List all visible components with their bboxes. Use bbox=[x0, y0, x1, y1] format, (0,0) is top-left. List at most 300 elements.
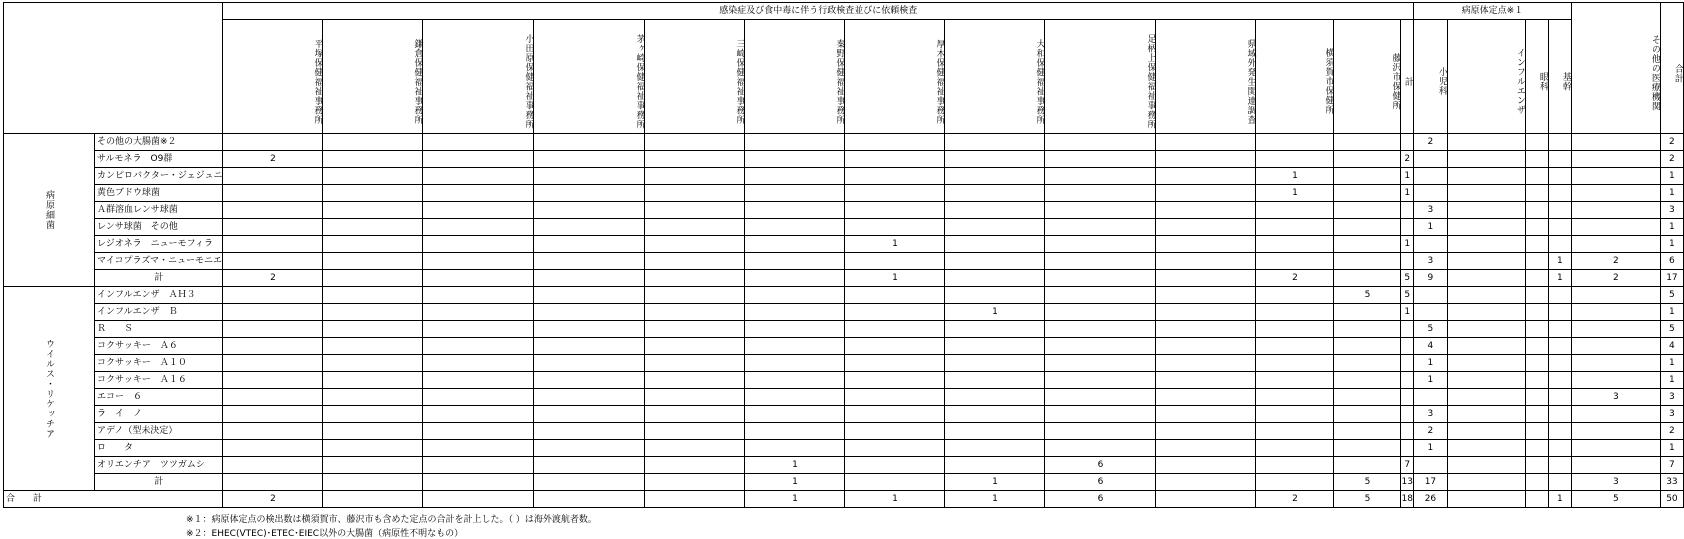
value-cell bbox=[423, 474, 534, 491]
value-cell bbox=[1525, 474, 1548, 491]
value-cell: 1 bbox=[1660, 304, 1683, 321]
value-cell: 2 bbox=[1660, 423, 1683, 440]
value-cell bbox=[1525, 236, 1548, 253]
value-cell bbox=[1156, 270, 1256, 287]
value-cell bbox=[1401, 389, 1413, 406]
value-cell bbox=[1256, 389, 1334, 406]
value-cell bbox=[1571, 219, 1660, 236]
value-cell bbox=[945, 321, 1045, 338]
value-cell bbox=[845, 185, 945, 202]
value-cell bbox=[1156, 185, 1256, 202]
value-cell bbox=[1156, 287, 1256, 304]
value-cell bbox=[1525, 270, 1548, 287]
value-cell bbox=[323, 304, 423, 321]
value-cell bbox=[945, 134, 1045, 151]
value-cell bbox=[1334, 168, 1401, 185]
value-cell bbox=[423, 168, 534, 185]
value-cell bbox=[423, 253, 534, 270]
value-cell bbox=[1256, 457, 1334, 474]
value-cell bbox=[1334, 321, 1401, 338]
header-blank-cell bbox=[4, 3, 223, 134]
value-cell bbox=[1045, 270, 1156, 287]
value-cell bbox=[1525, 372, 1548, 389]
value-cell bbox=[645, 440, 745, 457]
value-cell bbox=[1548, 185, 1571, 202]
value-cell bbox=[945, 270, 1045, 287]
value-cell bbox=[1525, 253, 1548, 270]
value-cell bbox=[745, 372, 845, 389]
value-cell bbox=[423, 423, 534, 440]
value-cell bbox=[423, 406, 534, 423]
value-cell bbox=[1045, 202, 1156, 219]
value-cell: 1 bbox=[1413, 372, 1447, 389]
value-cell bbox=[323, 219, 423, 236]
value-cell bbox=[1334, 389, 1401, 406]
value-cell bbox=[1571, 457, 1660, 474]
value-cell bbox=[1256, 202, 1334, 219]
pathogen-name: ロ タ bbox=[95, 440, 223, 457]
section-total-row bbox=[4, 474, 1684, 491]
value-cell bbox=[1334, 151, 1401, 168]
value-cell bbox=[1447, 372, 1525, 389]
table-row bbox=[4, 457, 1684, 474]
value-cell bbox=[845, 406, 945, 423]
value-cell bbox=[423, 185, 534, 202]
value-cell: 1 bbox=[1413, 219, 1447, 236]
value-cell bbox=[423, 389, 534, 406]
value-cell bbox=[323, 338, 423, 355]
value-cell bbox=[423, 338, 534, 355]
value-cell bbox=[1447, 219, 1525, 236]
value-cell: 5 bbox=[1413, 321, 1447, 338]
value-cell: 3 bbox=[1571, 389, 1660, 406]
value-cell bbox=[845, 389, 945, 406]
value-cell bbox=[845, 304, 945, 321]
value-cell bbox=[323, 372, 423, 389]
value-cell bbox=[945, 406, 1045, 423]
value-cell bbox=[1256, 236, 1334, 253]
value-cell bbox=[1525, 134, 1548, 151]
value-cell bbox=[1525, 440, 1548, 457]
value-cell: 2 bbox=[1413, 134, 1447, 151]
value-cell bbox=[1334, 185, 1401, 202]
value-cell: 4 bbox=[1660, 338, 1683, 355]
value-cell bbox=[1156, 134, 1256, 151]
value-cell bbox=[1156, 474, 1256, 491]
value-cell bbox=[1156, 219, 1256, 236]
value-cell: 1 bbox=[1660, 355, 1683, 372]
value-cell bbox=[645, 185, 745, 202]
value-cell bbox=[1571, 338, 1660, 355]
value-cell bbox=[223, 304, 323, 321]
value-cell bbox=[1156, 338, 1256, 355]
column-header: 足柄上保健福祉事務所 bbox=[1045, 20, 1156, 134]
value-cell bbox=[745, 168, 845, 185]
value-cell bbox=[1334, 440, 1401, 457]
value-cell bbox=[1413, 287, 1447, 304]
value-cell bbox=[1447, 304, 1525, 321]
value-cell bbox=[1548, 236, 1571, 253]
value-cell bbox=[1548, 372, 1571, 389]
value-cell: 5 bbox=[1334, 491, 1401, 508]
value-cell: 1 bbox=[1256, 168, 1334, 185]
pathogen-name: コクサッキー Ａ１６ bbox=[95, 372, 223, 389]
value-cell bbox=[1045, 253, 1156, 270]
value-cell bbox=[1334, 355, 1401, 372]
value-cell bbox=[1571, 168, 1660, 185]
value-cell bbox=[1525, 304, 1548, 321]
column-header: 基幹 bbox=[1548, 20, 1571, 134]
section-total-row bbox=[4, 270, 1684, 287]
value-cell bbox=[223, 287, 323, 304]
value-cell bbox=[1447, 287, 1525, 304]
value-cell bbox=[945, 236, 1045, 253]
value-cell bbox=[845, 372, 945, 389]
value-cell bbox=[745, 287, 845, 304]
value-cell bbox=[534, 389, 645, 406]
value-cell bbox=[423, 202, 534, 219]
section-label: ウイルス・リケッチア bbox=[4, 287, 95, 491]
value-cell bbox=[534, 440, 645, 457]
pathogen-name: Ｒ Ｓ bbox=[95, 321, 223, 338]
value-cell: 5 bbox=[1401, 270, 1413, 287]
table-row bbox=[4, 202, 1684, 219]
value-cell bbox=[1413, 185, 1447, 202]
results-table-container bbox=[3, 2, 1684, 508]
value-cell: 4 bbox=[1413, 338, 1447, 355]
value-cell bbox=[534, 253, 645, 270]
value-cell bbox=[1401, 219, 1413, 236]
pathogen-name: オリエンチア ツツガムシ bbox=[95, 457, 223, 474]
value-cell: 1 bbox=[845, 270, 945, 287]
value-cell bbox=[1334, 406, 1401, 423]
value-cell: 2 bbox=[1256, 491, 1334, 508]
value-cell bbox=[745, 151, 845, 168]
value-cell: 33 bbox=[1660, 474, 1683, 491]
value-cell bbox=[1256, 134, 1334, 151]
footnote-1: ※１：病原体定点の検出数は横須賀市、藤沢市も含めた定点の合計を計上した。（ ）は海外渡航者数。 bbox=[186, 515, 597, 525]
value-cell bbox=[1525, 168, 1548, 185]
value-cell bbox=[1447, 151, 1525, 168]
value-cell: 2 bbox=[1571, 270, 1660, 287]
table-row bbox=[4, 406, 1684, 423]
value-cell bbox=[1156, 355, 1256, 372]
value-cell bbox=[223, 219, 323, 236]
value-cell bbox=[1401, 202, 1413, 219]
value-cell bbox=[1156, 440, 1256, 457]
value-cell bbox=[1334, 338, 1401, 355]
value-cell bbox=[1548, 219, 1571, 236]
value-cell bbox=[1334, 423, 1401, 440]
value-cell bbox=[645, 202, 745, 219]
value-cell: 1 bbox=[1660, 219, 1683, 236]
value-cell bbox=[1156, 151, 1256, 168]
value-cell bbox=[423, 440, 534, 457]
value-cell bbox=[223, 168, 323, 185]
value-cell: 1 bbox=[1401, 168, 1413, 185]
value-cell bbox=[945, 457, 1045, 474]
value-cell: 1 bbox=[1413, 440, 1447, 457]
value-cell bbox=[1334, 304, 1401, 321]
pathogen-name: マイコプラズマ・ニューモニエ bbox=[95, 253, 223, 270]
value-cell bbox=[323, 168, 423, 185]
value-cell bbox=[1401, 321, 1413, 338]
value-cell bbox=[534, 355, 645, 372]
value-cell bbox=[645, 372, 745, 389]
value-cell: 3 bbox=[1660, 202, 1683, 219]
pathogen-name: その他の大腸菌※２ bbox=[95, 134, 223, 151]
value-cell bbox=[1045, 338, 1156, 355]
value-cell bbox=[323, 253, 423, 270]
value-cell bbox=[1045, 236, 1156, 253]
value-cell bbox=[1447, 491, 1525, 508]
pathogen-name: アデノ（型未決定） bbox=[95, 423, 223, 440]
column-header: 秦野保健福祉事務所 bbox=[745, 20, 845, 134]
value-cell bbox=[1156, 372, 1256, 389]
value-cell bbox=[1548, 406, 1571, 423]
value-cell bbox=[223, 338, 323, 355]
value-cell bbox=[645, 287, 745, 304]
value-cell bbox=[534, 134, 645, 151]
value-cell bbox=[845, 457, 945, 474]
value-cell bbox=[1548, 168, 1571, 185]
value-cell: 5 bbox=[1660, 287, 1683, 304]
value-cell bbox=[323, 236, 423, 253]
value-cell bbox=[1256, 372, 1334, 389]
value-cell bbox=[1548, 338, 1571, 355]
value-cell bbox=[1548, 423, 1571, 440]
header-group-administrative-tests: 感染症及び食中毒に伴う行政検査並びに依頼検査 bbox=[223, 3, 1413, 20]
value-cell bbox=[1156, 406, 1256, 423]
value-cell: 1 bbox=[745, 474, 845, 491]
table-row bbox=[4, 321, 1684, 338]
value-cell: 5 bbox=[1660, 321, 1683, 338]
value-cell bbox=[534, 151, 645, 168]
value-cell bbox=[534, 219, 645, 236]
pathogen-name: コクサッキー Ａ１０ bbox=[95, 355, 223, 372]
value-cell bbox=[1548, 202, 1571, 219]
value-cell bbox=[1525, 355, 1548, 372]
value-cell bbox=[534, 423, 645, 440]
value-cell bbox=[534, 270, 645, 287]
value-cell bbox=[945, 355, 1045, 372]
value-cell bbox=[645, 151, 745, 168]
value-cell bbox=[1256, 406, 1334, 423]
value-cell bbox=[1413, 304, 1447, 321]
value-cell bbox=[845, 474, 945, 491]
value-cell bbox=[945, 338, 1045, 355]
table-row bbox=[4, 440, 1684, 457]
column-header: 三崎保健福祉事務所 bbox=[645, 20, 745, 134]
value-cell bbox=[1447, 134, 1525, 151]
value-cell bbox=[423, 372, 534, 389]
value-cell bbox=[1045, 185, 1156, 202]
table-row bbox=[4, 304, 1684, 321]
value-cell: 1 bbox=[945, 304, 1045, 321]
value-cell bbox=[1401, 440, 1413, 457]
value-cell bbox=[845, 253, 945, 270]
value-cell bbox=[1447, 440, 1525, 457]
value-cell bbox=[645, 355, 745, 372]
value-cell bbox=[745, 338, 845, 355]
value-cell bbox=[745, 185, 845, 202]
value-cell bbox=[945, 253, 1045, 270]
value-cell bbox=[1571, 287, 1660, 304]
value-cell bbox=[423, 236, 534, 253]
value-cell bbox=[1548, 304, 1571, 321]
table-row bbox=[4, 372, 1684, 389]
value-cell bbox=[1401, 134, 1413, 151]
value-cell bbox=[534, 474, 645, 491]
value-cell bbox=[423, 219, 534, 236]
value-cell bbox=[223, 474, 323, 491]
value-cell bbox=[323, 440, 423, 457]
value-cell bbox=[1413, 151, 1447, 168]
value-cell: 1 bbox=[745, 491, 845, 508]
value-cell bbox=[534, 457, 645, 474]
value-cell bbox=[1447, 423, 1525, 440]
value-cell bbox=[845, 151, 945, 168]
table-row bbox=[4, 219, 1684, 236]
value-cell bbox=[1156, 321, 1256, 338]
value-cell bbox=[423, 134, 534, 151]
value-cell bbox=[1256, 321, 1334, 338]
value-cell bbox=[223, 440, 323, 457]
column-header: 茅ヶ崎保健福祉事務所 bbox=[534, 20, 645, 134]
value-cell bbox=[1334, 134, 1401, 151]
value-cell bbox=[1571, 236, 1660, 253]
value-cell bbox=[1525, 491, 1548, 508]
value-cell bbox=[845, 321, 945, 338]
value-cell bbox=[223, 423, 323, 440]
value-cell bbox=[534, 406, 645, 423]
value-cell bbox=[1334, 270, 1401, 287]
value-cell: 2 bbox=[1401, 151, 1413, 168]
value-cell: 3 bbox=[1413, 202, 1447, 219]
pathogen-name: エコー ６ bbox=[95, 389, 223, 406]
value-cell bbox=[1525, 287, 1548, 304]
value-cell bbox=[745, 321, 845, 338]
value-cell: 3 bbox=[1660, 389, 1683, 406]
pathogen-name: ラ イ ノ bbox=[95, 406, 223, 423]
pathogen-name: Ａ群溶血レンサ球菌 bbox=[95, 202, 223, 219]
value-cell bbox=[323, 287, 423, 304]
value-cell: 1 bbox=[1660, 168, 1683, 185]
value-cell bbox=[1156, 457, 1256, 474]
table-row bbox=[4, 287, 1684, 304]
pathogen-name: カンピロバクター・ジェジュニ bbox=[95, 168, 223, 185]
value-cell bbox=[323, 134, 423, 151]
section-total-label: 計 bbox=[95, 474, 223, 491]
column-header: 眼科 bbox=[1525, 20, 1548, 134]
value-cell: 6 bbox=[1045, 474, 1156, 491]
value-cell bbox=[1548, 389, 1571, 406]
value-cell bbox=[1256, 440, 1334, 457]
column-header: 計 bbox=[1401, 20, 1413, 134]
value-cell bbox=[1571, 406, 1660, 423]
value-cell bbox=[745, 236, 845, 253]
value-cell: 1 bbox=[945, 474, 1045, 491]
value-cell bbox=[1045, 372, 1156, 389]
value-cell: 2 bbox=[1660, 151, 1683, 168]
value-cell bbox=[1256, 474, 1334, 491]
column-header: 合計 bbox=[1660, 3, 1683, 134]
value-cell bbox=[1525, 321, 1548, 338]
value-cell bbox=[1045, 151, 1156, 168]
value-cell bbox=[845, 202, 945, 219]
value-cell: 1 bbox=[1401, 236, 1413, 253]
value-cell: 50 bbox=[1660, 491, 1683, 508]
value-cell: 13 bbox=[1401, 474, 1413, 491]
value-cell bbox=[423, 287, 534, 304]
value-cell: 6 bbox=[1660, 253, 1683, 270]
section-total-label: 計 bbox=[95, 270, 223, 287]
value-cell bbox=[945, 440, 1045, 457]
value-cell bbox=[845, 423, 945, 440]
value-cell: 6 bbox=[1045, 491, 1156, 508]
value-cell bbox=[945, 185, 1045, 202]
value-cell bbox=[1156, 389, 1256, 406]
value-cell: 17 bbox=[1413, 474, 1447, 491]
column-header: 県域外発生関連調査 bbox=[1156, 20, 1256, 134]
value-cell bbox=[534, 185, 645, 202]
value-cell bbox=[1548, 134, 1571, 151]
value-cell bbox=[645, 406, 745, 423]
value-cell bbox=[534, 372, 645, 389]
value-cell: 2 bbox=[1413, 423, 1447, 440]
value-cell bbox=[1548, 321, 1571, 338]
value-cell: 2 bbox=[223, 491, 323, 508]
value-cell bbox=[945, 202, 1045, 219]
section-label: 病原細菌 bbox=[4, 134, 95, 287]
value-cell bbox=[534, 236, 645, 253]
value-cell bbox=[323, 491, 423, 508]
table-row bbox=[4, 338, 1684, 355]
value-cell bbox=[1571, 321, 1660, 338]
value-cell: 1 bbox=[1660, 440, 1683, 457]
value-cell bbox=[945, 372, 1045, 389]
value-cell bbox=[645, 491, 745, 508]
value-cell bbox=[223, 457, 323, 474]
value-cell bbox=[1571, 185, 1660, 202]
value-cell bbox=[745, 389, 845, 406]
value-cell: 1 bbox=[1256, 185, 1334, 202]
value-cell bbox=[645, 338, 745, 355]
value-cell bbox=[945, 151, 1045, 168]
value-cell: 3 bbox=[1413, 406, 1447, 423]
value-cell bbox=[645, 457, 745, 474]
column-header: 藤沢市保健所 bbox=[1334, 20, 1401, 134]
value-cell bbox=[845, 355, 945, 372]
value-cell: 5 bbox=[1334, 474, 1401, 491]
value-cell bbox=[223, 253, 323, 270]
column-header: インフルエンザ bbox=[1447, 20, 1525, 134]
value-cell bbox=[423, 321, 534, 338]
value-cell bbox=[1571, 423, 1660, 440]
value-cell bbox=[1571, 304, 1660, 321]
value-cell bbox=[1045, 168, 1156, 185]
table-row bbox=[4, 423, 1684, 440]
value-cell bbox=[534, 321, 645, 338]
value-cell bbox=[645, 134, 745, 151]
column-header: 横須賀市保健所 bbox=[1256, 20, 1334, 134]
value-cell: 1 bbox=[1401, 304, 1413, 321]
value-cell bbox=[1256, 338, 1334, 355]
table-row bbox=[4, 389, 1684, 406]
column-header: 小児科 bbox=[1413, 20, 1447, 134]
value-cell bbox=[1401, 372, 1413, 389]
value-cell bbox=[534, 287, 645, 304]
